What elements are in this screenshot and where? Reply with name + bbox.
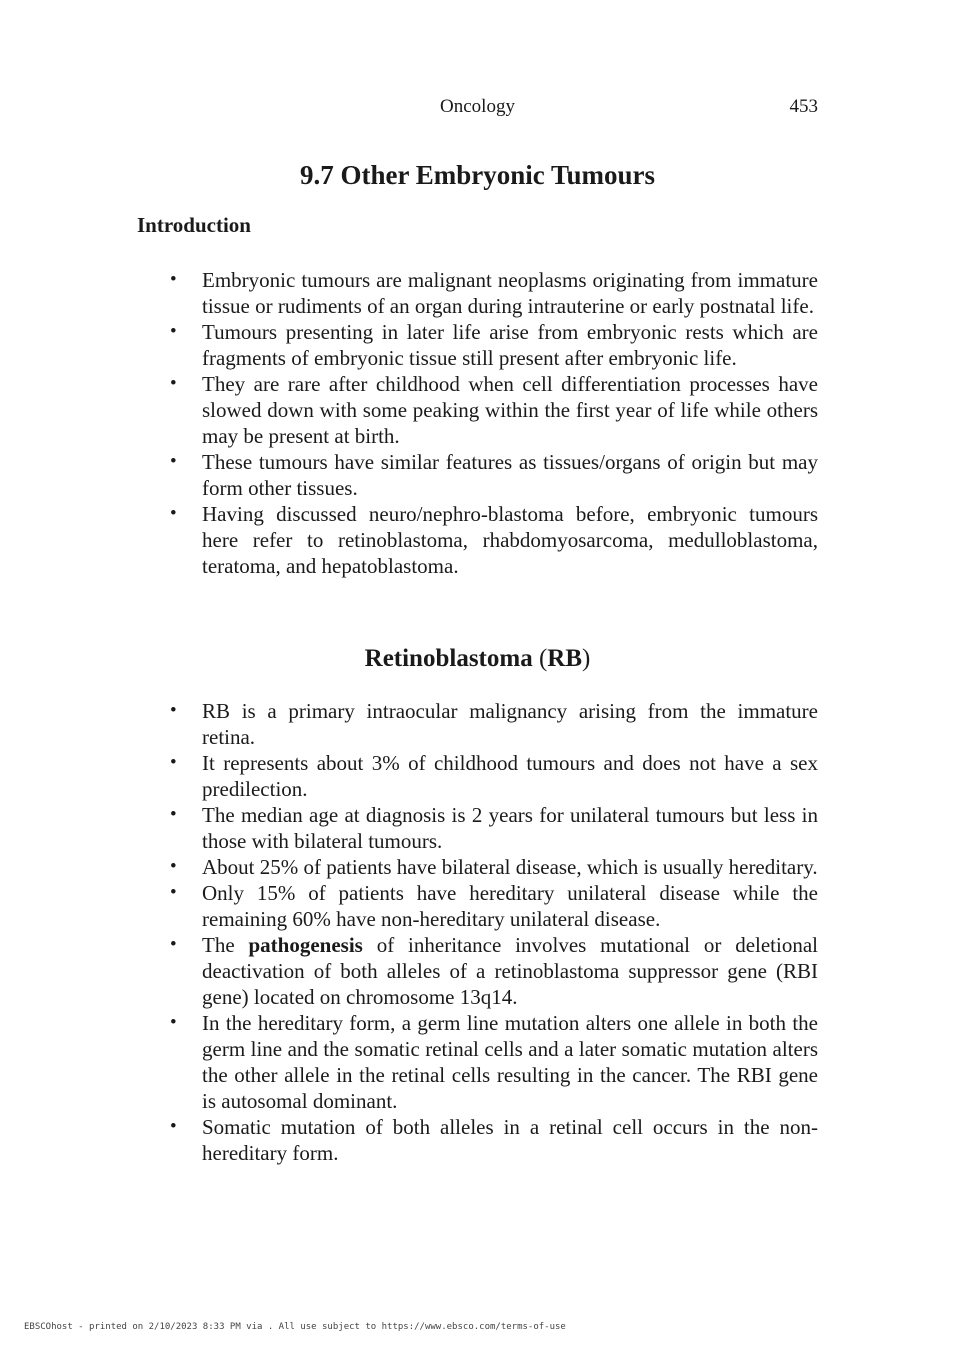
list-item <box>0 854 818 880</box>
list-item <box>0 449 818 501</box>
list-item <box>0 1010 818 1114</box>
list-item <box>0 802 818 854</box>
bullet-icon: • <box>170 373 177 394</box>
pathogenesis-text-after: of inheritance involves mutational or deletional deactivation of both alleles of a retinoblastoma suppressor gene (RBI gene) located on chromosome 13q14. <box>202 933 818 1009</box>
bullet-icon: • <box>170 752 177 773</box>
list-item-text: Tumours presenting in later life arise from embryonic rests which are fragments of embryonic tissue still present after embryonic life. <box>202 320 818 370</box>
bullet-icon: • <box>170 934 177 955</box>
list-item-text: These tumours have similar features as tissues/organs of origin but may form other tissues. <box>202 450 818 500</box>
running-header <box>137 96 818 122</box>
list-item-text: In the hereditary form, a germ line mutation alters one allele in both the germ line and the somatic retinal cells and a later somatic mutation alters the other allele in the retinal cells resulting in the cancer. The RBI gene is autosomal dominant. <box>202 1011 818 1113</box>
pathogenesis-term: pathogenesis <box>248 933 363 957</box>
heading-main-text: Retinoblastoma <box>364 645 539 672</box>
list-item-text: Embryonic tumours are malignant neoplasms originating from immature tissue or rudiments of an organ during intrauterine or early postnatal life. <box>202 268 818 318</box>
list-item <box>0 698 818 750</box>
list-item-text: RB is a primary intraocular malignancy arising from the immature retina. <box>202 699 818 749</box>
introduction-bullet-list <box>0 267 818 579</box>
list-item-text: It represents about 3% of childhood tumours and does not have a sex predilection. <box>202 751 818 801</box>
list-item <box>0 880 818 932</box>
chapter-title: 9.7 Other Embryonic Tumours <box>299 160 656 190</box>
list-item-text: Somatic mutation of both alleles in a retinal cell occurs in the non-hereditary form. <box>202 1115 818 1165</box>
heading-abbreviation: RB <box>547 645 583 672</box>
retinoblastoma-bullet-list <box>0 698 818 1166</box>
bullet-icon: • <box>170 503 177 524</box>
print-footer: EBSCOhost - printed on 2/10/2023 8:33 PM via . All use subject to https://www.ebsco.com/terms-of-use <box>24 1322 566 1332</box>
list-item <box>0 319 818 371</box>
list-item <box>0 1114 818 1166</box>
list-item <box>0 371 818 449</box>
bullet-icon: • <box>170 269 177 290</box>
list-item-text: They are rare after childhood when cell differentiation processes have slowed down with some peaking within the first year of life while others may be present at birth. <box>202 372 818 448</box>
list-item <box>0 750 818 802</box>
list-item-text: Only 15% of patients have hereditary unilateral disease while the remaining 60% have non-hereditary unilateral disease. <box>202 881 818 931</box>
list-item <box>0 501 818 579</box>
bullet-icon: • <box>170 804 177 825</box>
bullet-icon: • <box>170 700 177 721</box>
retinoblastoma-heading <box>0 645 955 673</box>
list-item-text: The median age at diagnosis is 2 years for unilateral tumours but less in those with bilateral tumours. <box>202 803 818 853</box>
bullet-icon: • <box>170 1116 177 1137</box>
heading-paren-open: ( <box>538 645 548 672</box>
list-item-text: Having discussed neuro/nephro-blastoma before, embryonic tumours here refer to retinoblastoma, rhabdomyosarcoma, medulloblastoma, teratoma, and hepatoblastoma. <box>202 502 818 578</box>
bullet-icon: • <box>170 856 177 877</box>
list-item <box>0 932 818 1010</box>
list-item-text: About 25% of patients have bilateral disease, which is usually hereditary. <box>202 855 818 879</box>
bullet-icon: • <box>170 1012 177 1033</box>
pathogenesis-text-before: The <box>202 933 249 957</box>
running-header-section: Oncology <box>440 96 515 117</box>
introduction-heading: Introduction <box>137 213 251 237</box>
heading-paren-close: ) <box>582 645 591 672</box>
list-item <box>0 267 818 319</box>
page-number: 453 <box>789 96 818 117</box>
bullet-icon: • <box>170 321 177 342</box>
bullet-icon: • <box>170 451 177 472</box>
bullet-icon: • <box>170 882 177 903</box>
